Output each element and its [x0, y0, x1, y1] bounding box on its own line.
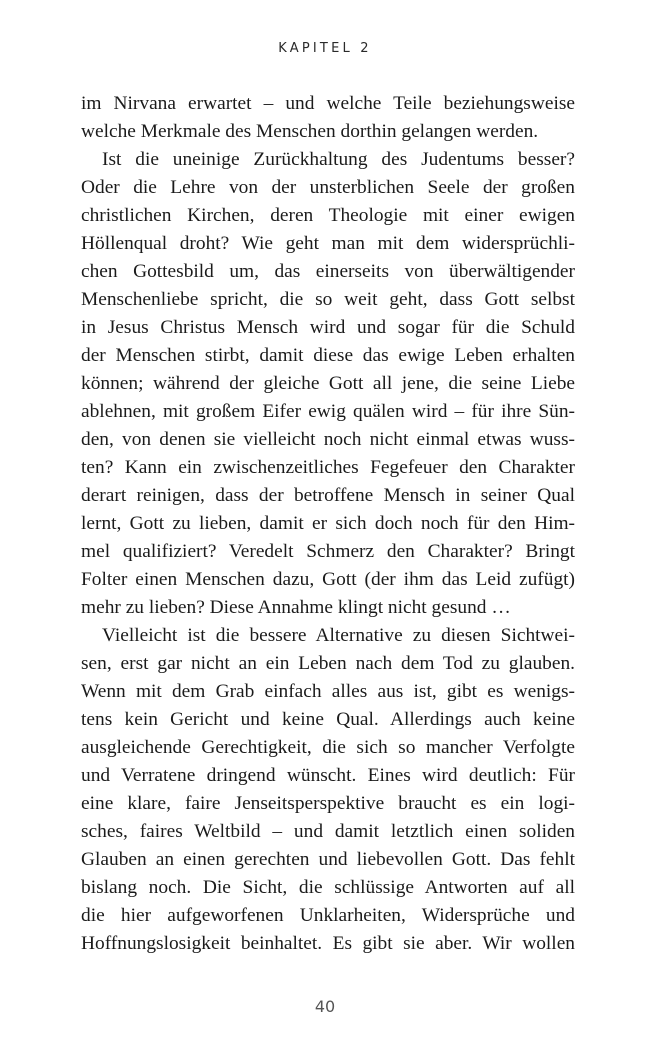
text-line: den, von denen sie vielleicht noch nicht einmal etwas wuss-: [81, 429, 575, 450]
text-line: in Jesus Christus Mensch wird und sogar für die Schuld: [81, 317, 575, 338]
text-line: bislang noch. Die Sicht, die schlüssige Antworten auf all: [81, 877, 575, 898]
text-line: ablehnen, mit großem Eifer ewig quälen wird – für ihre Sün-: [81, 401, 575, 422]
text-line: sches, faires Weltbild – und damit letztlich einen soliden: [81, 821, 575, 842]
text-line: welche Merkmale des Menschen dorthin gelangen werden.: [81, 121, 539, 142]
text-line: Glauben an einen gerechten und liebevollen Gott. Das fehlt: [81, 849, 575, 870]
text-line: tens kein Gericht und keine Qual. Allerdings auch keine: [81, 709, 575, 730]
text-line: christlichen Kirchen, deren Theologie mit einer ewigen: [81, 205, 575, 226]
text-line: ten? Kann ein zwischenzeitliches Fegefeuer den Charakter: [81, 457, 575, 478]
text-line: eine klare, faire Jenseitsperspektive braucht es ein logi-: [81, 793, 575, 814]
text-line: Vielleicht ist die bessere Alternative zu diesen Sichtwei-: [102, 625, 575, 646]
text-line: können; während der gleiche Gott all jene, die seine Liebe: [81, 373, 575, 394]
text-line: chen Gottesbild um, das einerseits von überwältigender: [81, 261, 575, 282]
text-line: Höllenqual droht? Wie geht man mit dem widersprüchli-: [81, 233, 575, 254]
text-line: ausgleichende Gerechtigkeit, die sich so mancher Verfolgte: [81, 737, 575, 758]
text-line: Wenn mit dem Grab einfach alles aus ist, gibt es wenigs-: [81, 681, 575, 702]
text-line: mehr zu lieben? Diese Annahme klingt nicht gesund …: [81, 597, 511, 618]
page-number: 40: [314, 997, 336, 1016]
text-line: im Nirvana erwartet – und welche Teile beziehungsweise: [81, 93, 575, 114]
text-line: derart reinigen, dass der betroffene Mensch in seiner Qual: [81, 485, 575, 506]
text-line: sen, erst gar nicht an ein Leben nach dem Tod zu glauben.: [81, 653, 575, 674]
text-line: der Menschen stirbt, damit diese das ewige Leben erhalten: [81, 345, 575, 366]
text-line: lernt, Gott zu lieben, damit er sich doch noch für den Him-: [81, 513, 575, 534]
text-line: die hier aufgeworfenen Unklarheiten, Widersprüche und: [81, 905, 575, 926]
text-line: und Verratene dringend wünscht. Eines wird deutlich: Für: [81, 765, 575, 786]
running-header: KAPITEL 2: [278, 41, 372, 56]
text-line: Hoffnungslosigkeit beinhaltet. Es gibt sie aber. Wir wollen: [81, 933, 575, 954]
text-line: Folter einen Menschen dazu, Gott (der ihm das Leid zufügt): [81, 569, 575, 590]
text-line: Ist die uneinige Zurückhaltung des Judentums besser?: [102, 149, 575, 170]
body-text: [81, 90, 575, 958]
text-line: Menschenliebe spricht, die so weit geht, dass Gott selbst: [81, 289, 575, 310]
text-line: mel qualifiziert? Veredelt Schmerz den Charakter? Bringt: [81, 541, 575, 562]
text-line: Oder die Lehre von der unsterblichen Seele der großen: [81, 177, 575, 198]
